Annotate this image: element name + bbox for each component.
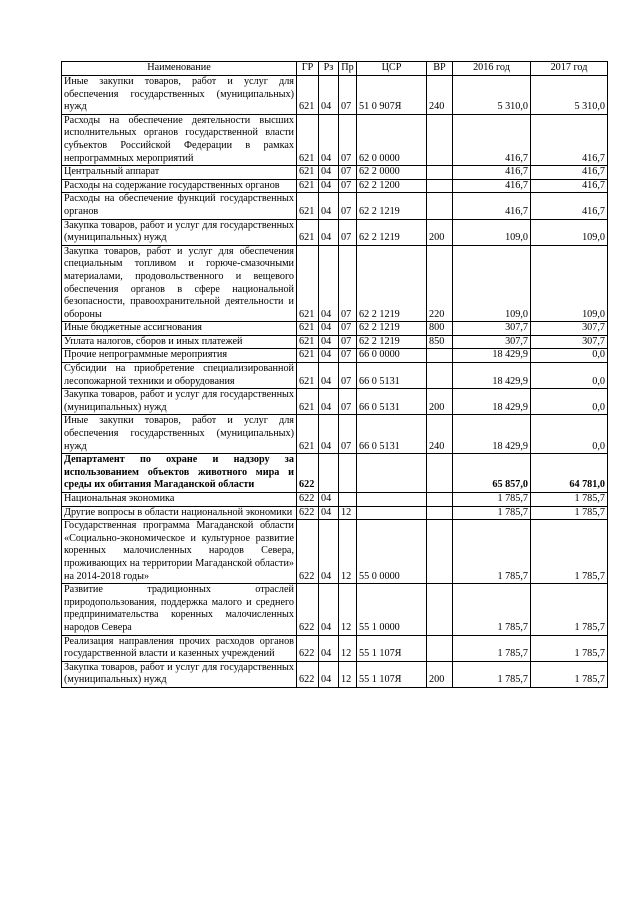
row-gr: 621 <box>297 389 319 415</box>
row-vr: 800 <box>427 322 453 336</box>
row-vr <box>427 635 453 661</box>
row-csr: 66 0 5131 <box>357 389 427 415</box>
table-row <box>62 114 608 165</box>
row-csr: 62 2 1219 <box>357 219 427 245</box>
table-row <box>62 76 608 115</box>
row-rz: 04 <box>319 389 339 415</box>
row-csr: 66 0 5131 <box>357 363 427 389</box>
row-pr: 07 <box>339 415 357 454</box>
row-pr: 12 <box>339 635 357 661</box>
row-amount-2016: 1 785,7 <box>453 584 531 635</box>
row-pr <box>339 454 357 493</box>
row-name: Национальная экономика <box>62 493 297 507</box>
row-rz: 04 <box>319 349 339 363</box>
row-vr <box>427 520 453 584</box>
row-amount-2016: 18 429,9 <box>453 389 531 415</box>
row-amount-2016: 1 785,7 <box>453 635 531 661</box>
header-pr: Пр <box>339 62 357 76</box>
row-vr: 220 <box>427 245 453 322</box>
row-gr: 622 <box>297 661 319 687</box>
row-vr: 240 <box>427 415 453 454</box>
row-gr: 621 <box>297 114 319 165</box>
row-vr: 200 <box>427 219 453 245</box>
row-gr: 621 <box>297 166 319 180</box>
row-vr <box>427 363 453 389</box>
row-amount-2017: 0,0 <box>531 415 608 454</box>
row-pr: 07 <box>339 76 357 115</box>
row-amount-2017: 1 785,7 <box>531 584 608 635</box>
table-row <box>62 349 608 363</box>
row-gr: 621 <box>297 335 319 349</box>
row-name: Прочие непрограммные мероприятия <box>62 349 297 363</box>
row-vr <box>427 179 453 193</box>
row-rz <box>319 454 339 493</box>
row-amount-2017: 416,7 <box>531 193 608 219</box>
row-pr: 07 <box>339 179 357 193</box>
row-csr: 55 1 107Я <box>357 661 427 687</box>
row-amount-2017: 0,0 <box>531 349 608 363</box>
row-vr <box>427 166 453 180</box>
row-vr <box>427 493 453 507</box>
row-rz: 04 <box>319 363 339 389</box>
row-rz: 04 <box>319 179 339 193</box>
row-name: Закупка товаров, работ и услуг для государственных (муниципальных) нужд <box>62 661 297 687</box>
table-row <box>62 166 608 180</box>
row-amount-2016: 307,7 <box>453 322 531 336</box>
row-amount-2017: 1 785,7 <box>531 493 608 507</box>
row-amount-2017: 109,0 <box>531 219 608 245</box>
row-pr: 07 <box>339 219 357 245</box>
table-row <box>62 245 608 322</box>
row-vr <box>427 454 453 493</box>
row-csr: 62 0 0000 <box>357 114 427 165</box>
row-vr: 240 <box>427 76 453 115</box>
row-amount-2017: 1 785,7 <box>531 506 608 520</box>
row-amount-2016: 109,0 <box>453 245 531 322</box>
row-csr: 55 0 0000 <box>357 520 427 584</box>
row-pr: 07 <box>339 335 357 349</box>
row-name: Департамент по охране и надзору за использованием объектов животного мира и среды их обитания Магаданской области <box>62 454 297 493</box>
table-row <box>62 335 608 349</box>
row-vr: 200 <box>427 389 453 415</box>
row-pr: 12 <box>339 584 357 635</box>
header-gr: ГР <box>297 62 319 76</box>
row-pr: 12 <box>339 661 357 687</box>
header-row <box>62 62 608 76</box>
table-row <box>62 506 608 520</box>
row-name: Закупка товаров, работ и услуг для государственных (муниципальных) нужд <box>62 219 297 245</box>
header-name: Наименование <box>62 62 297 76</box>
row-name: Иные бюджетные ассигнования <box>62 322 297 336</box>
row-amount-2017: 64 781,0 <box>531 454 608 493</box>
row-name: Центральный аппарат <box>62 166 297 180</box>
table-row <box>62 635 608 661</box>
row-vr <box>427 584 453 635</box>
row-csr: 66 0 5131 <box>357 415 427 454</box>
table-row <box>62 584 608 635</box>
table-row <box>62 520 608 584</box>
row-pr: 07 <box>339 114 357 165</box>
row-csr: 62 2 1219 <box>357 245 427 322</box>
table-row <box>62 363 608 389</box>
row-amount-2017: 5 310,0 <box>531 76 608 115</box>
row-gr: 622 <box>297 584 319 635</box>
row-amount-2016: 416,7 <box>453 193 531 219</box>
table-row <box>62 454 608 493</box>
row-amount-2017: 1 785,7 <box>531 661 608 687</box>
table-row <box>62 322 608 336</box>
table-header <box>62 62 608 76</box>
table-body <box>62 76 608 688</box>
row-gr: 621 <box>297 179 319 193</box>
row-amount-2016: 1 785,7 <box>453 493 531 507</box>
row-vr: 850 <box>427 335 453 349</box>
row-rz: 04 <box>319 635 339 661</box>
row-amount-2016: 18 429,9 <box>453 349 531 363</box>
row-vr <box>427 193 453 219</box>
row-pr: 12 <box>339 520 357 584</box>
row-amount-2016: 18 429,9 <box>453 415 531 454</box>
row-name: Расходы на содержание государственных органов <box>62 179 297 193</box>
row-amount-2016: 416,7 <box>453 179 531 193</box>
row-pr: 07 <box>339 322 357 336</box>
row-gr: 621 <box>297 193 319 219</box>
row-amount-2017: 307,7 <box>531 322 608 336</box>
row-amount-2016: 416,7 <box>453 166 531 180</box>
row-pr: 07 <box>339 166 357 180</box>
row-rz: 04 <box>319 584 339 635</box>
row-gr: 622 <box>297 506 319 520</box>
row-rz: 04 <box>319 166 339 180</box>
row-name: Иные закупки товаров, работ и услуг для обеспечения государственных (муниципальных) нужд <box>62 76 297 115</box>
row-csr: 62 2 1219 <box>357 335 427 349</box>
row-gr: 621 <box>297 219 319 245</box>
table-row <box>62 179 608 193</box>
row-rz: 04 <box>319 661 339 687</box>
row-gr: 621 <box>297 245 319 322</box>
row-amount-2016: 18 429,9 <box>453 363 531 389</box>
row-name: Иные закупки товаров, работ и услуг для обеспечения государственных (муниципальных) нужд <box>62 415 297 454</box>
row-rz: 04 <box>319 193 339 219</box>
row-amount-2016: 65 857,0 <box>453 454 531 493</box>
row-amount-2017: 1 785,7 <box>531 635 608 661</box>
row-gr: 622 <box>297 493 319 507</box>
row-amount-2017: 416,7 <box>531 179 608 193</box>
row-csr <box>357 493 427 507</box>
row-pr: 07 <box>339 193 357 219</box>
row-gr: 622 <box>297 520 319 584</box>
row-pr <box>339 493 357 507</box>
row-gr: 621 <box>297 349 319 363</box>
row-amount-2016: 1 785,7 <box>453 661 531 687</box>
row-amount-2017: 416,7 <box>531 114 608 165</box>
row-amount-2017: 0,0 <box>531 389 608 415</box>
row-name: Уплата налогов, сборов и иных платежей <box>62 335 297 349</box>
row-amount-2016: 109,0 <box>453 219 531 245</box>
header-2016: 2016 год <box>453 62 531 76</box>
header-2017: 2017 год <box>531 62 608 76</box>
row-csr: 55 1 107Я <box>357 635 427 661</box>
row-csr <box>357 506 427 520</box>
row-amount-2017: 416,7 <box>531 166 608 180</box>
row-vr: 200 <box>427 661 453 687</box>
row-rz: 04 <box>319 415 339 454</box>
budget-table <box>61 61 608 688</box>
row-csr: 62 2 1200 <box>357 179 427 193</box>
table-row <box>62 661 608 687</box>
row-name: Закупка товаров, работ и услуг для обеспечения специальным топливом и горюче-смазочными материалами, продовольственного и вещевого обеспечения органов в сфере национальной безопасности, правоохранительной деятельности и обороны <box>62 245 297 322</box>
row-vr <box>427 114 453 165</box>
row-rz: 04 <box>319 322 339 336</box>
row-amount-2017: 109,0 <box>531 245 608 322</box>
row-rz: 04 <box>319 76 339 115</box>
row-name: Развитие традиционных отраслей природопользования, поддержка малого и среднего предпринимательства коренных малочисленных народов Севера <box>62 584 297 635</box>
row-rz: 04 <box>319 114 339 165</box>
row-pr: 07 <box>339 349 357 363</box>
header-rz: Рз <box>319 62 339 76</box>
row-amount-2016: 307,7 <box>453 335 531 349</box>
row-gr: 621 <box>297 322 319 336</box>
row-name: Субсидии на приобретение специализированной лесопожарной техники и оборудования <box>62 363 297 389</box>
row-csr: 55 1 0000 <box>357 584 427 635</box>
row-csr: 62 2 1219 <box>357 193 427 219</box>
row-gr: 622 <box>297 454 319 493</box>
table-row <box>62 415 608 454</box>
row-csr: 51 0 907Я <box>357 76 427 115</box>
row-amount-2016: 1 785,7 <box>453 506 531 520</box>
row-rz: 04 <box>319 506 339 520</box>
row-csr: 62 2 0000 <box>357 166 427 180</box>
table-row <box>62 493 608 507</box>
row-name: Расходы на обеспечение функций государственных органов <box>62 193 297 219</box>
row-name: Реализация направления прочих расходов органов государственной власти и казенных учреждений <box>62 635 297 661</box>
row-name: Расходы на обеспечение деятельности высших исполнительных органов государственной власти субъектов Российской Федерации в рамках непрограммных мероприятий <box>62 114 297 165</box>
row-csr: 66 0 0000 <box>357 349 427 363</box>
row-amount-2016: 1 785,7 <box>453 520 531 584</box>
row-amount-2017: 0,0 <box>531 363 608 389</box>
row-rz: 04 <box>319 219 339 245</box>
row-rz: 04 <box>319 520 339 584</box>
row-pr: 12 <box>339 506 357 520</box>
row-pr: 07 <box>339 245 357 322</box>
row-rz: 04 <box>319 335 339 349</box>
table-row <box>62 389 608 415</box>
header-csr: ЦСР <box>357 62 427 76</box>
table-row <box>62 193 608 219</box>
row-rz: 04 <box>319 245 339 322</box>
row-rz: 04 <box>319 493 339 507</box>
row-name: Закупка товаров, работ и услуг для государственных (муниципальных) нужд <box>62 389 297 415</box>
row-gr: 621 <box>297 76 319 115</box>
row-vr <box>427 506 453 520</box>
row-amount-2017: 1 785,7 <box>531 520 608 584</box>
row-name: Другие вопросы в области национальной экономики <box>62 506 297 520</box>
row-csr: 62 2 1219 <box>357 322 427 336</box>
row-gr: 621 <box>297 363 319 389</box>
row-pr: 07 <box>339 363 357 389</box>
row-gr: 622 <box>297 635 319 661</box>
row-amount-2016: 416,7 <box>453 114 531 165</box>
row-amount-2016: 5 310,0 <box>453 76 531 115</box>
row-name: Государственная программа Магаданской области «Социально-экономическое и культурное развитие коренных малочисленных народов Севера, проживающих на территории Магаданской области» на 2014-2018 годы» <box>62 520 297 584</box>
row-gr: 621 <box>297 415 319 454</box>
row-vr <box>427 349 453 363</box>
table-row <box>62 219 608 245</box>
row-pr: 07 <box>339 389 357 415</box>
row-amount-2017: 307,7 <box>531 335 608 349</box>
header-vr: ВР <box>427 62 453 76</box>
row-csr <box>357 454 427 493</box>
